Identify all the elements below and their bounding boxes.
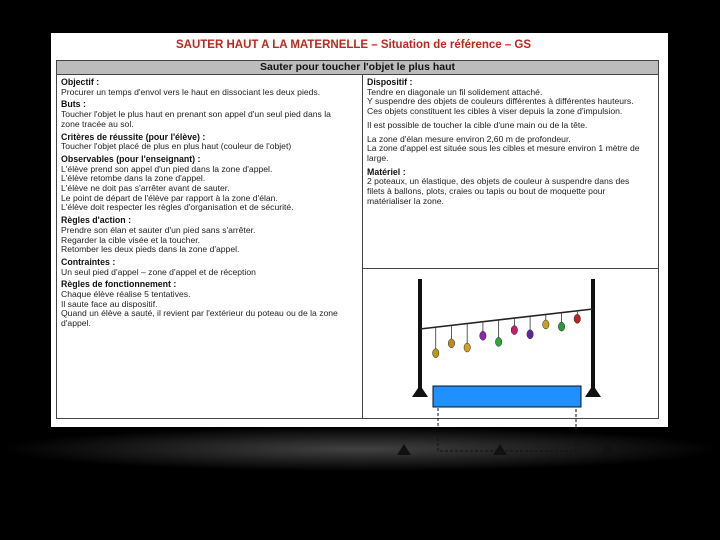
section-line: Ces objets constituent les cibles à viser depuis la zone d'impulsion.	[367, 106, 623, 117]
section	[367, 135, 655, 164]
target-object	[480, 331, 486, 340]
section-line: La zone d'élan mesure environ 2,60 m de profondeur.	[367, 133, 571, 144]
section	[61, 78, 359, 97]
section-line: L'élève retombe dans la zone d'appel.	[61, 173, 206, 184]
section-line: d'appel.	[61, 318, 91, 329]
setup-diagram	[363, 269, 659, 418]
section	[367, 78, 655, 117]
target-object	[448, 339, 454, 348]
section	[367, 121, 655, 131]
right-pole	[591, 279, 595, 397]
left-cone	[397, 444, 411, 455]
target-object	[464, 343, 470, 352]
section-heading: Contraintes :	[61, 256, 116, 267]
section-line: Toucher l'objet placé de plus en plus haut (couleur de l'objet)	[61, 141, 292, 152]
diagram-svg	[363, 269, 659, 459]
target-object	[574, 314, 580, 323]
section	[367, 168, 655, 207]
section-heading: Règles d'action :	[61, 215, 132, 226]
left-pole-base	[412, 385, 428, 397]
reference-table	[56, 60, 659, 419]
target-object	[433, 349, 439, 358]
section-line: L'élève doit respecter les règles d'organisation et de sécurité.	[61, 202, 294, 213]
section-heading: Buts :	[61, 99, 86, 110]
section-line: Un seul pied d'appel – zone d'appel et de réception	[61, 266, 256, 277]
left-pole	[418, 279, 422, 397]
section-line: Retomber les deux pieds dans la zone d'appel.	[61, 244, 240, 255]
target-object	[511, 326, 517, 335]
table-header: Sauter pour toucher l'objet le plus haut	[57, 61, 658, 75]
page-title: SAUTER HAUT A LA MATERNELLE – Situation de référence – GS	[176, 39, 532, 51]
section-line: matérialiser la zone.	[367, 195, 444, 206]
right-column	[367, 78, 655, 210]
target-object	[495, 337, 501, 346]
target-object	[558, 322, 564, 331]
section	[61, 280, 359, 329]
section-heading: Règles de fonctionnement :	[61, 279, 177, 290]
run-up-zone	[438, 407, 576, 451]
right-cone	[601, 444, 615, 455]
right-pole-base	[585, 385, 601, 397]
section-line: La zone d'appel est située sous les cibles et mesure environ 1 mètre de	[367, 143, 640, 154]
section-line: Chaque élève réalise 5 tentatives.	[61, 289, 191, 300]
section-heading: Observables (pour l'enseignant) :	[61, 153, 201, 164]
section-line: large.	[367, 152, 389, 163]
section-line: filets à ballons, plots, craies ou tapis ou bout de moquette pour	[367, 186, 606, 197]
section-line: Le point de départ de l'élève par rapport à la zone d'élan.	[61, 192, 278, 203]
section-line: Quand un élève a sauté, il revient par l'extérieur du poteau ou de la zone	[61, 308, 338, 319]
section	[61, 100, 359, 129]
left-column	[61, 78, 359, 332]
target-object	[527, 330, 533, 339]
hanging-targets	[433, 311, 581, 358]
section-line: Prendre son élan et sauter d'un pied sans s'arrêter.	[61, 224, 256, 235]
section-line: Il saute face au dispositif.	[61, 298, 158, 309]
section	[61, 133, 359, 152]
section-line: zone tracée au sol.	[61, 118, 134, 129]
section-line: Procurer un temps d'envol vers le haut en dissociant les deux pieds.	[61, 86, 321, 97]
document-page	[51, 33, 668, 427]
section	[61, 258, 359, 277]
section-line: L'élève ne doit pas s'arrêter avant de sauter.	[61, 183, 230, 194]
section-heading: Dispositif :	[367, 77, 413, 87]
section	[61, 216, 359, 255]
section-line: Tendre en diagonale un fil solidement attaché.	[367, 86, 543, 97]
section-line: 2 poteaux, un élastique, des objets de couleur à suspendre dans des	[367, 176, 630, 187]
section-line: Toucher l'objet le plus haut en prenant son appel d'un seul pied dans la	[61, 109, 331, 120]
elastic-string	[420, 309, 593, 329]
target-object	[543, 320, 549, 329]
section-line: Regarder la cible visée et la toucher.	[61, 234, 201, 245]
section-heading: Critères de réussite (pour l'élève) :	[61, 131, 206, 142]
section-heading: Objectif :	[61, 77, 100, 87]
section-line: Y suspendre des objets de couleurs différentes à différentes hauteurs.	[367, 96, 634, 107]
section	[61, 155, 359, 213]
section-line: Il est possible de toucher la cible d'une main ou de la tête.	[367, 119, 588, 130]
impulse-zone	[433, 386, 581, 407]
section-line: L'élève prend son appel d'un pied dans la zone d'appel.	[61, 163, 273, 174]
section-heading: Matériel :	[367, 166, 406, 177]
middle-cone	[493, 444, 507, 455]
